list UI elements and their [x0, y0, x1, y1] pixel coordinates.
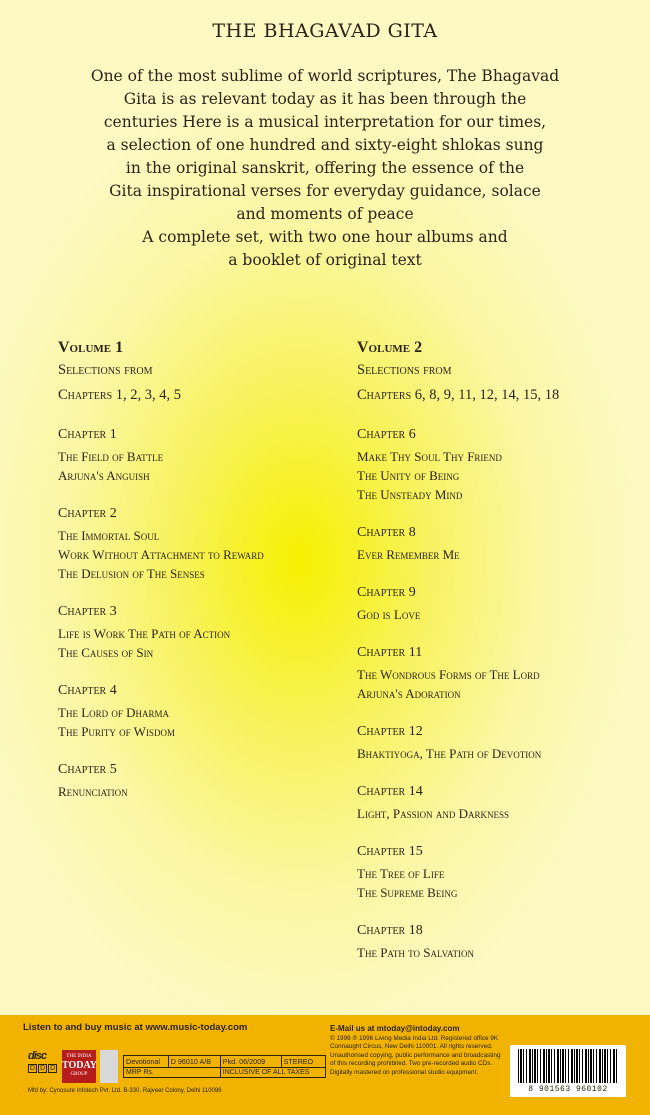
footer-band	[0, 1015, 650, 1115]
volume-2-column	[357, 338, 637, 981]
website-line: Listen to and buy music at www.music-today.com	[23, 1022, 248, 1033]
mrp-cell: MRP Rs.	[124, 1068, 221, 1078]
chapter-label: Chapter 2	[58, 506, 117, 521]
chapter-label: Chapter 12	[357, 724, 423, 739]
taxes-cell: INCLUSIVE OF ALL TAXES	[220, 1068, 325, 1078]
chapter-title: The Tree of Life	[357, 866, 445, 881]
barcode-bars	[518, 1049, 618, 1083]
chapter-group	[58, 681, 328, 741]
chapter-title: Light, Passion and Darkness	[357, 806, 510, 821]
chapter-title: Arjuna's Adoration	[357, 686, 461, 701]
catalog-cell: D 96010 A/B	[168, 1056, 220, 1068]
stereo-cell: STEREO	[281, 1056, 325, 1068]
description-blurb	[40, 65, 610, 272]
product-info-table	[123, 1055, 326, 1078]
chapter-title: The Unsteady Mind	[357, 487, 463, 502]
chapter-label: Chapter 14	[357, 784, 423, 799]
chapter-label: Chapter 11	[357, 645, 423, 660]
chapter-group	[58, 425, 328, 485]
chapter-title: God is Love	[357, 607, 421, 622]
chapter-label: Chapter 3	[58, 604, 117, 619]
blurb-line: a booklet of original text	[228, 251, 422, 269]
blurb-line: Gita is as relevant today as it has been through the	[123, 90, 527, 108]
chapter-title: The Wondrous Forms of The Lord	[357, 667, 540, 682]
blurb-line: centuries Here is a musical interpretation for our times,	[103, 113, 547, 131]
chapter-groups	[357, 425, 637, 962]
email-line: E-Mail us at mtoday@intoday.com	[330, 1024, 460, 1033]
chapter-label: Chapter 18	[357, 923, 423, 938]
chapter-title: Work Without Attachment to Reward	[58, 547, 264, 562]
disc-wordmark: disc	[28, 1050, 47, 1062]
logo-bottom-text: GROUP	[70, 1072, 88, 1077]
selections-label: Selections from	[357, 362, 452, 378]
chapter-title: Make Thy Soul Thy Friend	[357, 449, 502, 464]
chapter-label: Chapter 6	[357, 427, 416, 442]
genre-cell: Devotional	[124, 1056, 169, 1068]
logo-main-text: TODAY	[62, 1060, 98, 1071]
chapter-title: The Unity of Being	[357, 468, 460, 483]
chapter-group	[357, 583, 637, 624]
chapter-title: The Delusion of The Senses	[58, 566, 205, 581]
chapter-label: Chapter 5	[58, 762, 117, 777]
chapters-list: Chapters 6, 8, 9, 11, 12, 14, 15, 18	[357, 387, 560, 403]
compact-disc-logo	[28, 1050, 58, 1082]
chapter-title: The Path to Salvation	[357, 945, 474, 960]
chapter-label: Chapter 1	[58, 427, 117, 442]
chapter-title: Life is Work The Path of Action	[58, 626, 231, 641]
logo-top-text: THE INDIA	[66, 1054, 92, 1059]
chapter-title: The Purity of Wisdom	[58, 724, 175, 739]
ddd-letter: D	[40, 1065, 46, 1072]
chapter-group	[357, 425, 637, 504]
volume-1-column	[58, 338, 328, 820]
chapter-title: Ever Remember Me	[357, 547, 460, 562]
chapter-group	[357, 842, 637, 902]
selections-label: Selections from	[58, 362, 153, 378]
manufacturer-line: Mfd by: Cynosure Infotech Pvt. Ltd. B-330, Rajveer Colony, Delhi 110096	[28, 1088, 222, 1094]
ddd-letter: D	[30, 1065, 36, 1072]
blurb-line: One of the most sublime of world scriptures, The Bhagavad	[90, 67, 560, 85]
chapter-title: Bhaktiyoga, The Path of Devotion	[357, 746, 542, 761]
chapter-title: The Supreme Being	[357, 885, 458, 900]
blurb-line: A complete set, with two one hour albums and	[142, 228, 508, 246]
chapter-label: Chapter 9	[357, 585, 416, 600]
volume-heading: Volume 2	[357, 339, 423, 356]
chapters-list: Chapters 1, 2, 3, 4, 5	[58, 387, 181, 403]
hallmark-icon	[100, 1050, 118, 1083]
chapter-label: Chapter 15	[357, 844, 423, 859]
barcode-number: 8 901563 960102	[528, 1085, 608, 1094]
india-today-group-logo	[62, 1050, 96, 1083]
packed-cell: Pkd. 06/2009	[220, 1056, 281, 1068]
chapter-title: Arjuna's Anguish	[58, 468, 150, 483]
chapter-title: The Immortal Soul	[58, 528, 160, 543]
chapter-title: The Causes of Sin	[58, 645, 154, 660]
blurb-line: and moments of peace	[236, 205, 414, 223]
chapter-title: The Field of Battle	[58, 449, 164, 464]
chapter-group	[58, 602, 328, 662]
chapter-group	[357, 643, 637, 703]
page-title: THE BHAGAVAD GITA	[212, 20, 438, 42]
blurb-line: in the original sanskrit, offering the essence of the	[125, 159, 525, 177]
chapter-label: Chapter 8	[357, 525, 416, 540]
chapter-title: The Lord of Dharma	[58, 705, 170, 720]
chapter-group	[58, 760, 328, 801]
volume-heading: Volume 1	[58, 339, 124, 356]
blurb-line: Gita inspirational verses for everyday guidance, solace	[109, 182, 541, 200]
barcode	[510, 1045, 626, 1097]
ddd-code	[28, 1064, 58, 1073]
chapter-group	[357, 921, 637, 962]
chapter-label: Chapter 4	[58, 683, 117, 698]
chapter-group	[357, 782, 637, 823]
chapter-groups	[58, 425, 328, 801]
chapter-group	[58, 504, 328, 583]
chapter-group	[357, 722, 637, 763]
chapter-title: Renunciation	[58, 784, 128, 799]
blurb-line: a selection of one hundred and sixty-eight shlokas sung	[106, 136, 544, 154]
ddd-letter: D	[50, 1065, 56, 1072]
chapter-group	[357, 523, 637, 564]
copyright-text: © 1996 ℗ 1996 Living Media India Ltd. Registered office 9K Connaught Circus, New Delhi 110001. All rights reserved. Unauthorised copying, public performance and broadcasting of this recording prohibited. Two pre-recorded audio CDs. Digitally mastered on professional studio equipment.	[330, 1035, 501, 1076]
